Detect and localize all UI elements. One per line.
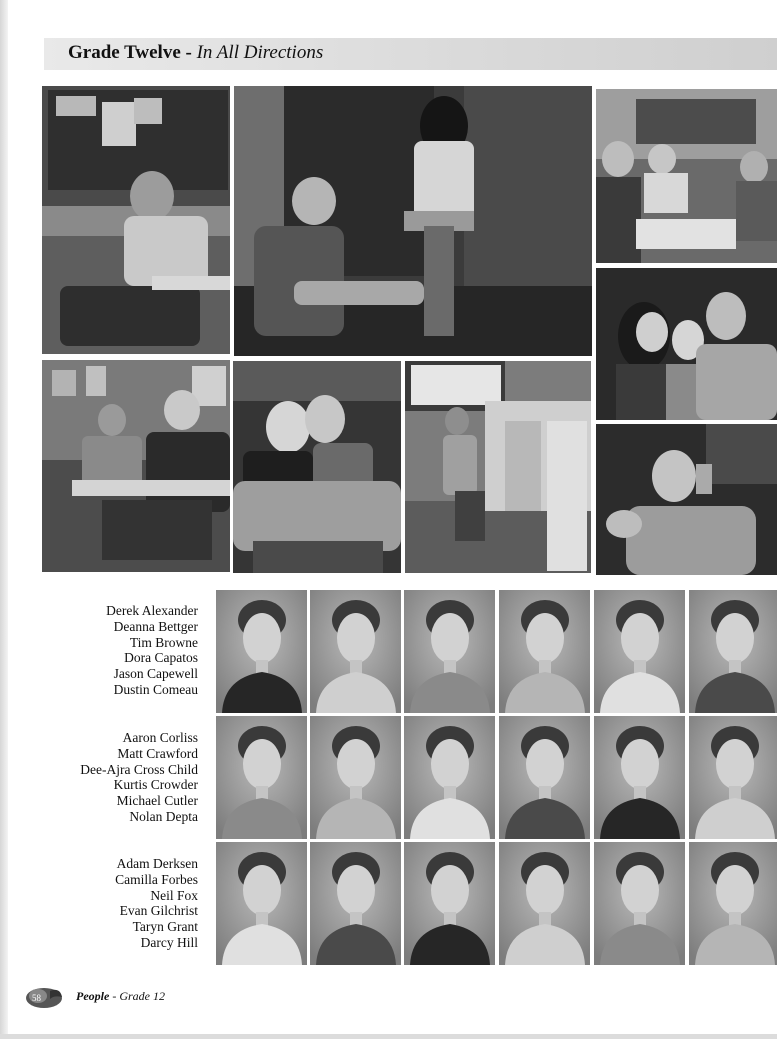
- student-name: Tim Browne: [129, 634, 198, 650]
- photo-student-resting-at-desk: [42, 86, 230, 354]
- student-name: Deanna Bettger: [113, 618, 198, 634]
- page-number: 58: [32, 993, 41, 1003]
- title-separator: -: [180, 42, 197, 63]
- student-name: Kurtis Crowder: [113, 777, 198, 793]
- title-main: Grade Twelve: [68, 42, 181, 63]
- footer-subsection: Grade 12: [119, 989, 165, 1003]
- student-name: Derek Alexander: [106, 603, 198, 618]
- student-name: Neil Fox: [150, 887, 198, 903]
- student-portrait: [404, 842, 495, 965]
- student-name: Michael Cutler: [116, 793, 198, 809]
- page-title: [68, 42, 323, 64]
- name-list-row-2: [60, 730, 198, 825]
- photo-students-hallway-pose: [234, 86, 592, 356]
- student-portrait: [499, 716, 590, 839]
- student-name: Camilla Forbes: [115, 871, 198, 887]
- student-portrait: [216, 842, 307, 965]
- student-portrait: [404, 590, 495, 713]
- name-list-row-1: [60, 603, 198, 698]
- footer-logo: [24, 985, 64, 1009]
- photo-two-girls-posing: [233, 361, 401, 573]
- photo-student-waving: [596, 424, 777, 575]
- student-portrait: [310, 716, 401, 839]
- student-portrait: [689, 590, 777, 713]
- student-portrait: [594, 590, 685, 713]
- photo-three-friends: [596, 268, 777, 420]
- page-bottom-edge: [0, 1034, 777, 1039]
- name-list-row-3: [60, 856, 198, 951]
- title-sub: In All Directions: [196, 42, 324, 63]
- photo-two-students-desk: [42, 360, 230, 572]
- student-portrait: [594, 716, 685, 839]
- student-name: Nolan Depta: [129, 808, 198, 824]
- student-name: Dustin Comeau: [113, 681, 198, 697]
- student-portrait: [310, 842, 401, 965]
- student-portrait: [404, 716, 495, 839]
- student-portrait: [499, 590, 590, 713]
- student-portrait: [310, 590, 401, 713]
- student-portrait: [689, 842, 777, 965]
- student-portrait: [594, 842, 685, 965]
- student-portrait: [216, 590, 307, 713]
- student-portrait: [499, 842, 590, 965]
- student-name: Dee-Ajra Cross Child: [80, 761, 198, 777]
- photo-classroom-group: [596, 89, 777, 263]
- student-name: Matt Crawford: [117, 745, 198, 761]
- student-name: Jason Capewell: [113, 666, 198, 682]
- student-name: Taryn Grant: [132, 919, 198, 935]
- student-name: Dora Capatos: [124, 650, 198, 666]
- student-name: Adam Derksen: [116, 856, 198, 871]
- footer-label: [76, 989, 165, 1004]
- student-name: Evan Gilchrist: [119, 903, 198, 919]
- footer-section: People: [76, 989, 110, 1003]
- student-name: Aaron Corliss: [122, 730, 198, 745]
- page-left-edge: [0, 0, 8, 1039]
- student-name: Darcy Hill: [140, 934, 198, 950]
- footer-separator: -: [109, 989, 120, 1003]
- photo-student-at-study-carrel: [405, 361, 591, 573]
- student-portrait: [216, 716, 307, 839]
- student-portrait: [689, 716, 777, 839]
